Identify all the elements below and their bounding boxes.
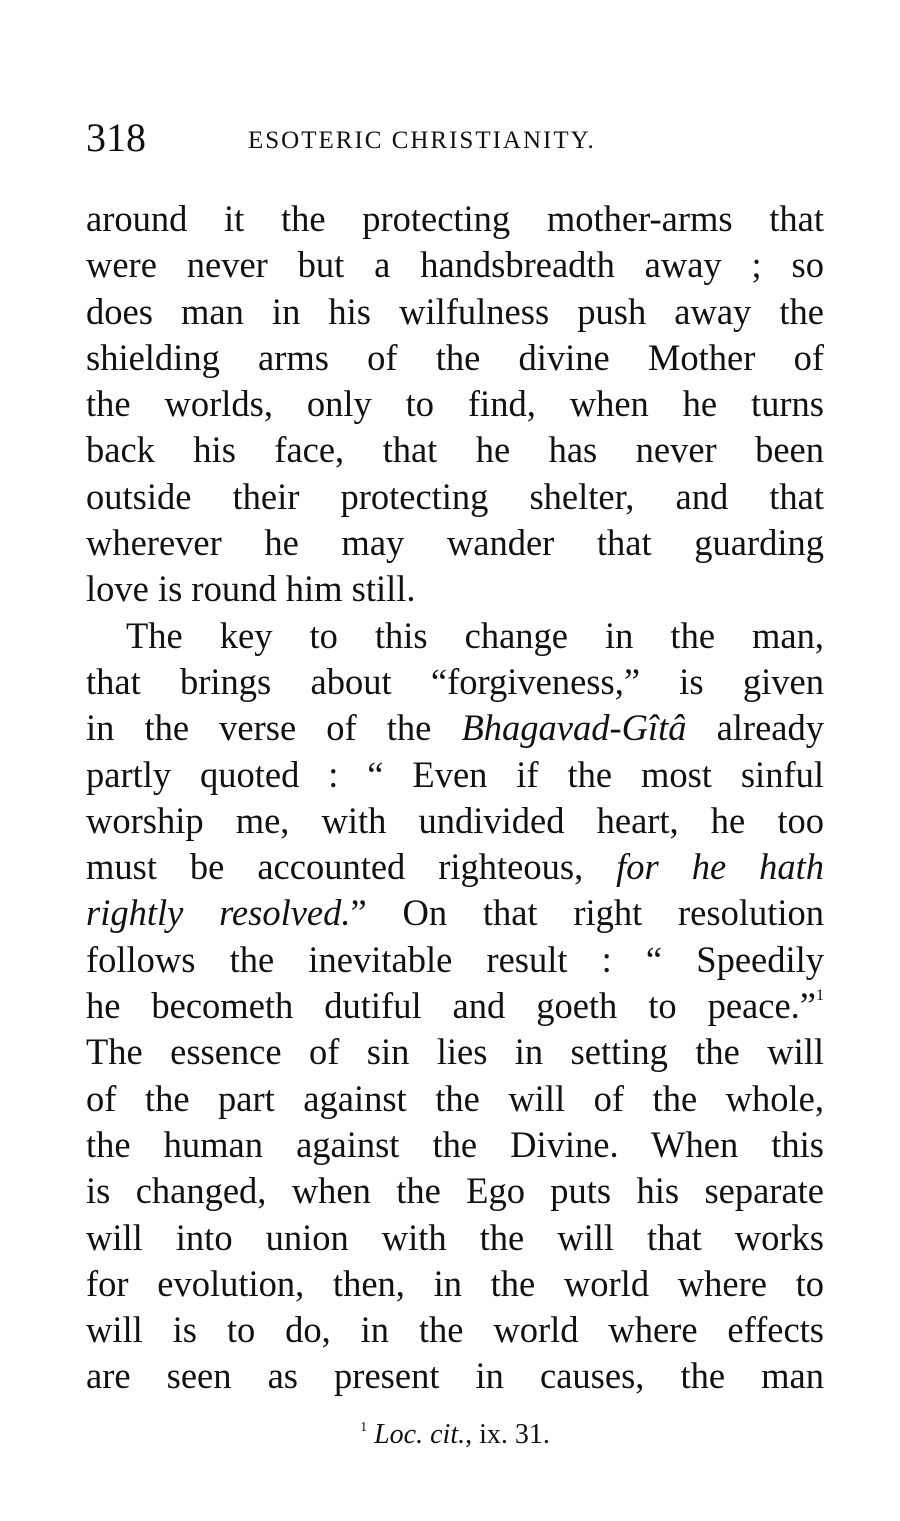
text-line: does man in his wilfulness push away the [86,290,824,332]
text-line: of the part against the will of the whole, [86,1077,824,1119]
text-line: shielding arms of the divine Mother of [86,336,824,378]
text-line: follows the inevitable result : “ Speedily [86,938,824,980]
book-page [86,115,825,1450]
footnote-ref-italic: Loc. cit. [374,1419,466,1450]
text-line: love is round him still. [86,568,416,610]
text-segment: in the verse of the [86,707,432,749]
text-line [86,983,824,1029]
italic-title: Bhagavad-Gîtâ [461,707,687,749]
footnote [86,1420,824,1450]
running-head [86,115,824,170]
text-line: will is to do, in the world where effects [86,1309,824,1351]
text-line [86,844,824,890]
text-line: outside their protecting shelter, and that [86,475,824,517]
footnote-number: 1 [360,1420,368,1435]
text-segment: ” On that right resolution [350,892,825,934]
text-segment: he becometh dutiful and goeth to peace.” [86,985,816,1027]
text-line: the worlds, only to find, when he turns [86,383,824,425]
text-line: The key to this change in the man, [126,614,824,656]
text-line: around it the protecting mother-arms that [86,198,824,239]
text-line: is changed, when the Ego puts his separate [86,1170,824,1212]
text-segment: already [716,707,824,749]
text-segment: must be accounted righteous, [86,846,584,888]
text-line: were never but a handsbreadth away ; so [86,244,824,286]
text-line: back his face, that he has never been [86,429,824,471]
text-line: The essence of sin lies in setting the will [86,1031,824,1073]
text-line: worship me, with undivided heart, he too [86,799,824,841]
italic-phrase: rightly resolved. [86,892,351,934]
italic-phrase: for he hath [616,846,824,888]
text-line: are seen as present in causes, the man [86,1355,824,1397]
text-line [86,705,824,751]
text-line: partly quoted : “ Even if the most sinful [86,753,824,795]
text-line [86,890,824,936]
body-text [86,196,824,1400]
footnote-ref-rest: , ix. 31. [465,1419,550,1450]
footnote-marker: 1 [816,987,824,1005]
text-line: wherever he may wander that guarding [86,522,824,564]
running-title: ESOTERIC CHRISTIANITY. [248,127,596,154]
page-number: 318 [86,115,146,160]
text-line: will into union with the will that works [86,1216,824,1258]
text-line: the human against the Divine. When this [86,1123,824,1165]
text-line: for evolution, then, in the world where to [86,1262,824,1304]
text-line: that brings about “forgiveness,” is given [86,660,824,702]
